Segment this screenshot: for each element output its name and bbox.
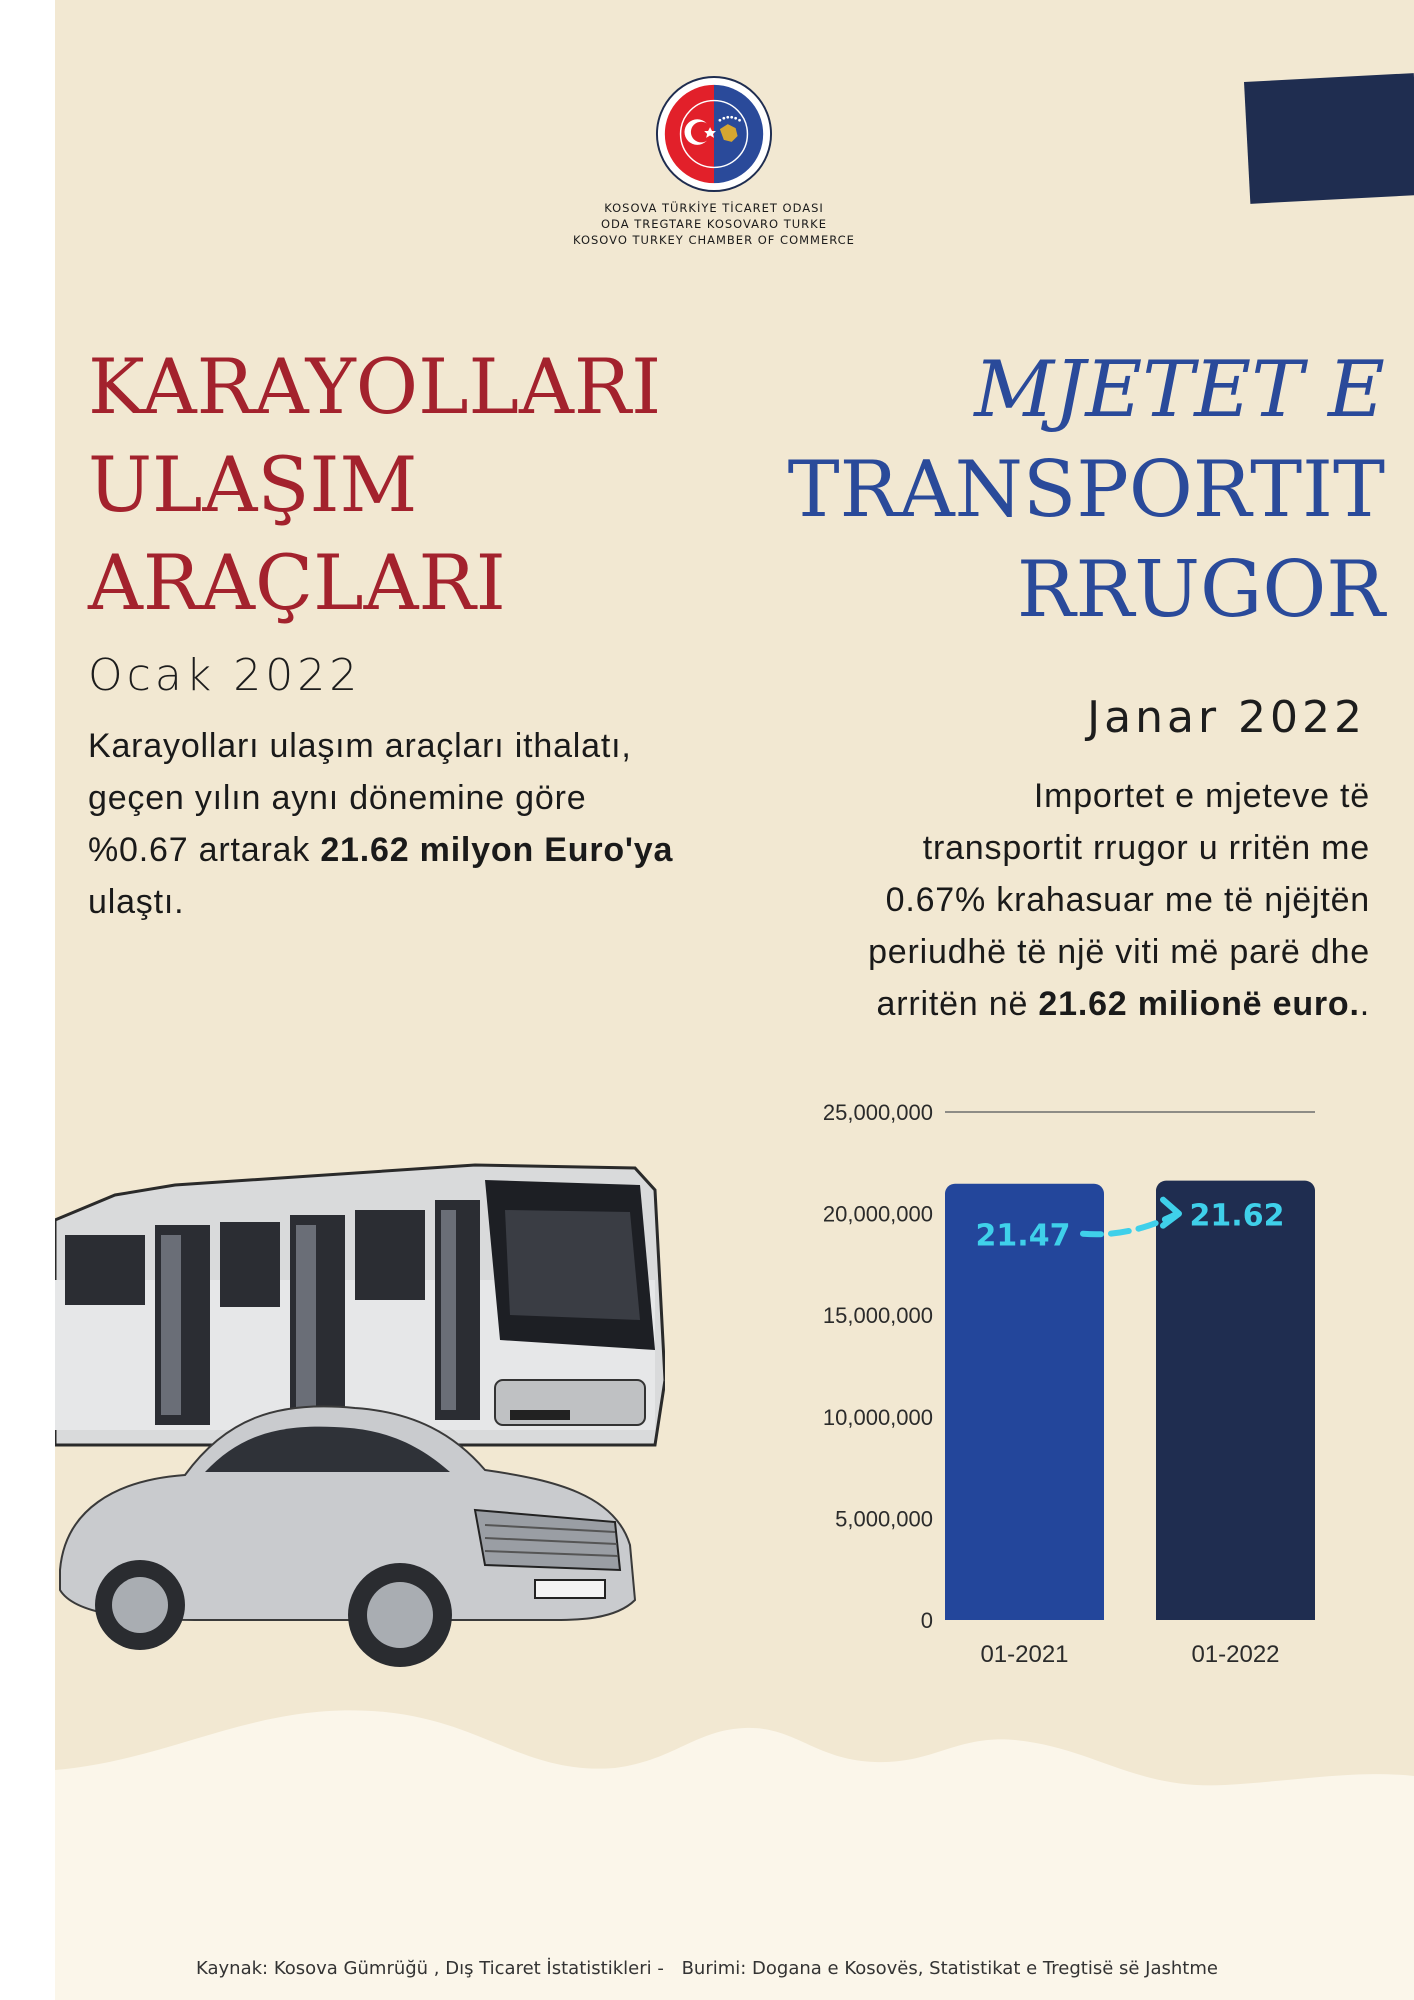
title-turkish [88, 338, 748, 632]
paragraph-turkish [88, 720, 808, 928]
date-turkish: Ocak 2022 [88, 650, 362, 701]
chamber-logo [655, 75, 773, 193]
title-albanian-line-3: RRUGOR [1016, 545, 1385, 635]
paragraph-albanian [760, 770, 1370, 1030]
y-tick-label: 10,000,000 [822, 1404, 933, 1430]
paragraph-turkish-line-2: geçen yılın aynı dönemine göre [88, 779, 587, 817]
bus-image [55, 1165, 665, 1445]
source-turkish: Kaynak: Kosova Gümrüğü , Dış Ticaret İstatistikleri - [196, 1958, 664, 1979]
title-albanian-line-2: TRANSPORTIT [787, 445, 1385, 535]
paragraph-albanian-line-5-end: . [1359, 985, 1370, 1023]
paragraph-turkish-line-3: %0.67 artarak [88, 831, 321, 869]
paragraph-albanian-highlight: 21.62 milionë euro. [1038, 985, 1360, 1023]
title-turkish-line-1: KARAYOLLARI [88, 342, 662, 431]
y-tick-label: 25,000,000 [822, 1100, 933, 1125]
x-axis-ticks [980, 1641, 1279, 1668]
source-note [0, 1958, 1414, 1979]
vehicles-illustration [55, 1150, 665, 1670]
paragraph-albanian-line-1: Importet e mjeteve të [1033, 777, 1370, 815]
source-albanian: Burimi: Dogana e Kosovës, Statistikat e Tregtisë së Jashtme [681, 1958, 1218, 1979]
y-tick-label: 5,000,000 [835, 1506, 933, 1532]
paragraph-turkish-line-1: Karayolları ulaşım araçları ithalatı, [88, 727, 632, 765]
paragraph-albanian-line-2: transportit rrugor u rritën me [922, 829, 1370, 867]
title-turkish-line-2: ULAŞIM [88, 440, 418, 529]
y-tick-label: 20,000,000 [822, 1201, 933, 1227]
y-tick-label: 0 [920, 1608, 933, 1633]
bar-base [1156, 1600, 1315, 1620]
data-label: 21.47 [975, 1218, 1071, 1254]
bar-base [945, 1600, 1104, 1620]
bars [945, 1181, 1315, 1620]
title-albanian-line-1: MJETET E [974, 345, 1385, 435]
corner-block [1244, 73, 1414, 204]
bar [1156, 1181, 1315, 1620]
paragraph-albanian-line-4: periudhë të një viti më parë dhe [868, 933, 1370, 971]
paragraph-turkish-line-4: ulaştı. [88, 883, 185, 921]
title-turkish-line-3: ARAÇLARI [88, 538, 506, 627]
import-bar-chart [770, 1090, 1330, 1690]
x-tick-label: 01-2021 [980, 1641, 1069, 1668]
paragraph-turkish-highlight: 21.62 milyon Euro'ya [320, 831, 674, 869]
y-tick-label: 15,000,000 [822, 1303, 933, 1329]
org-name-sq: ODA TREGTARE KOSOVARO TURKE [601, 217, 827, 231]
org-name-en: KOSOVO TURKEY CHAMBER OF COMMERCE [573, 233, 855, 247]
data-label: 21.62 [1189, 1198, 1285, 1234]
org-name-tr: KOSOVA TÜRKİYE TİCARET ODASI [604, 201, 824, 215]
title-albanian [700, 340, 1385, 640]
x-tick-label: 01-2022 [1191, 1641, 1280, 1668]
date-albanian: Janar 2022 [1087, 692, 1366, 743]
paragraph-albanian-line-3: 0.67% krahasuar me të njëjtën [885, 881, 1370, 919]
paragraph-albanian-line-5: arritën në [876, 985, 1039, 1023]
